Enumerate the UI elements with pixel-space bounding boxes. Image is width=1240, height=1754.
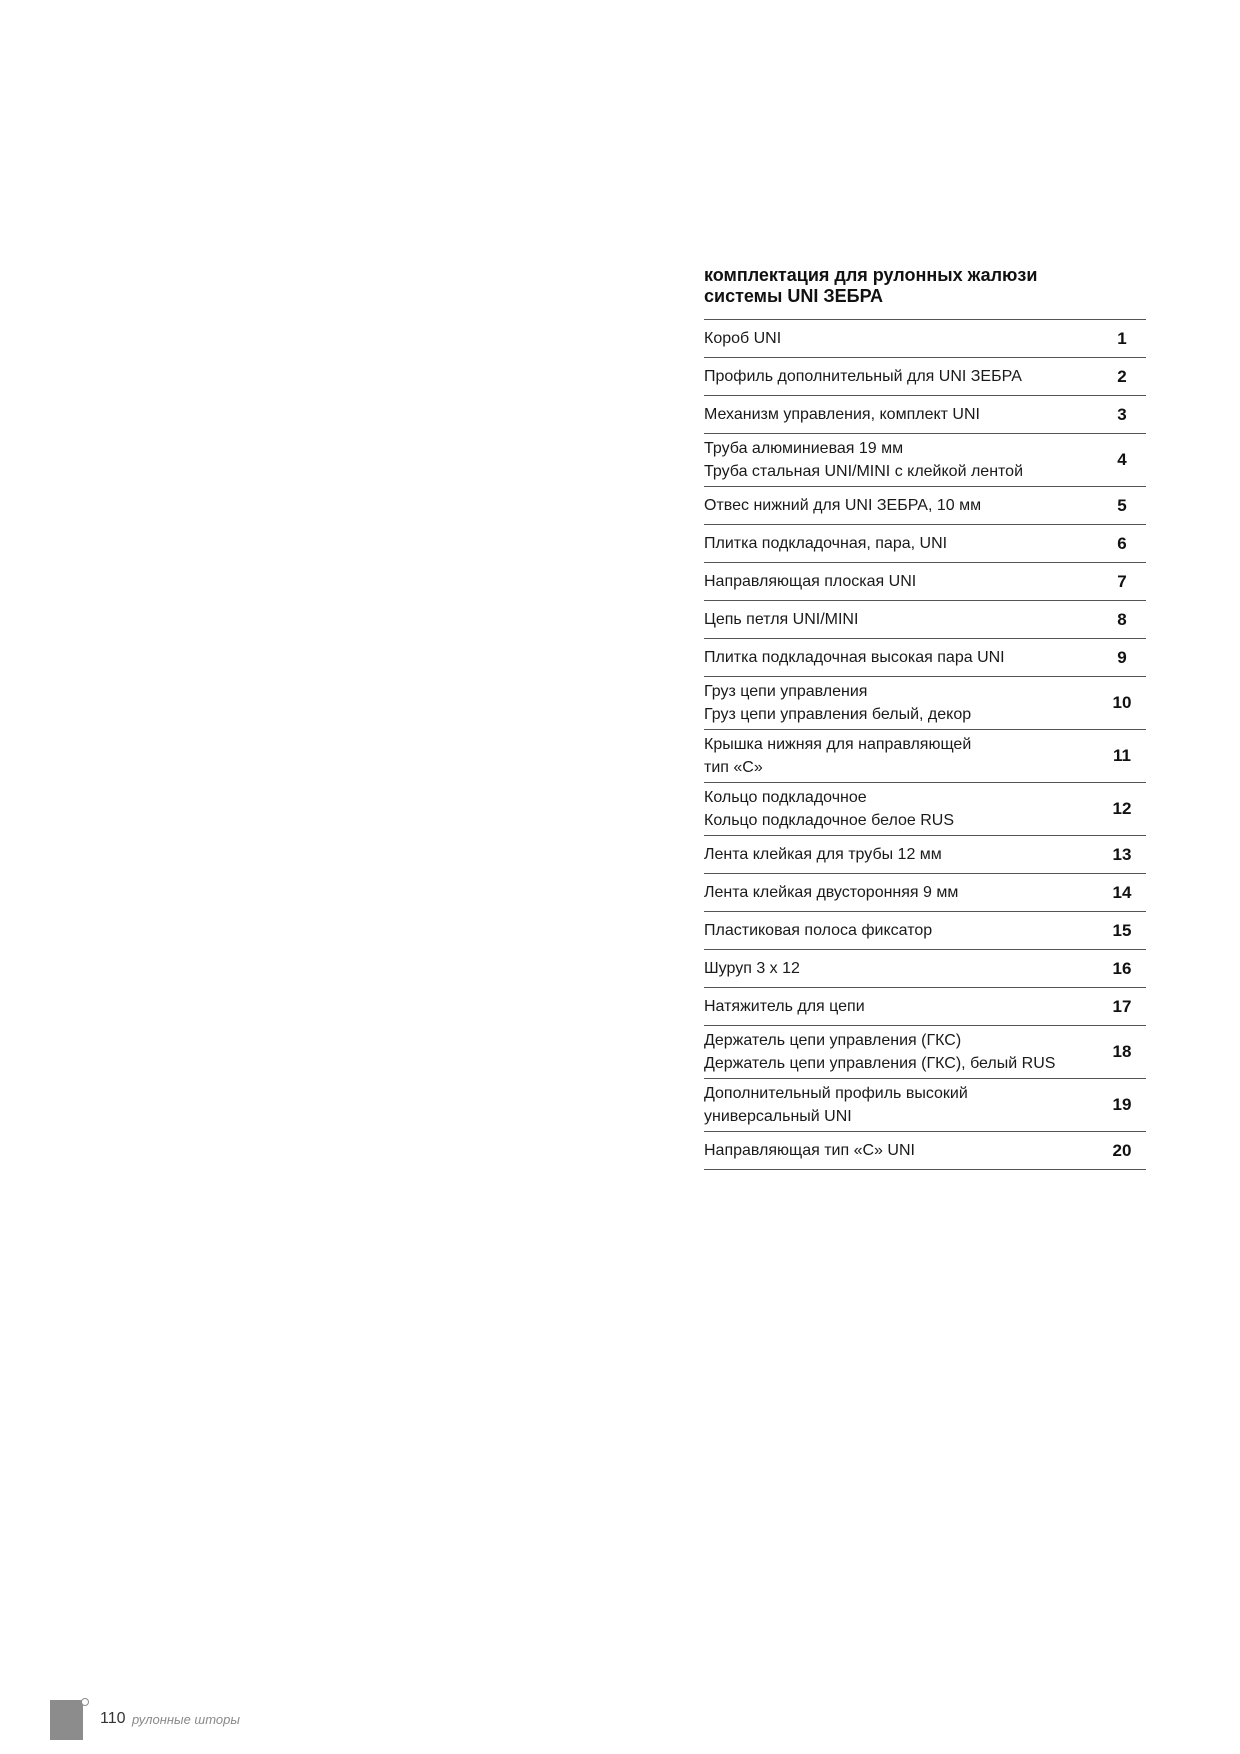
table-row [704,396,1146,434]
part-name-line: Плитка подкладочная, пара, UNI [704,535,948,552]
table-row [704,836,1146,874]
part-name [704,988,1098,1025]
part-name-line: Пластиковая полоса фиксатор [704,922,933,939]
part-name-line: тип «С» [704,759,763,776]
part-name-line: Короб UNI [704,330,782,347]
part-name-line: Кольцо подкладочное [704,789,867,806]
part-name-line: Труба алюминиевая 19 мм [704,440,904,457]
part-number: 4 [1117,450,1127,469]
part-name-line: Лента клейкая для трубы 12 мм [704,846,942,863]
part-name-line: Шуруп 3 х 12 [704,960,800,977]
part-name [704,836,1098,873]
table-row [704,563,1146,601]
part-number: 11 [1113,746,1131,765]
section-name: рулонные шторы [132,1712,240,1727]
page-footer [50,1700,450,1740]
parts-table [704,319,1146,1170]
table-row [704,988,1146,1026]
part-number: 5 [1117,495,1127,515]
part-name [704,639,1098,676]
part-name [704,1079,1098,1131]
part-number: 12 [1112,799,1132,818]
part-name [704,601,1098,638]
part-name-line: Груз цепи управления белый, декор [704,706,972,723]
part-name [704,950,1098,987]
part-name [704,525,1098,562]
part-name [704,1026,1098,1078]
part-number: 20 [1112,1140,1132,1160]
part-name [704,912,1098,949]
table-row [704,1079,1146,1132]
table-row [704,783,1146,836]
table-row [704,912,1146,950]
table-row [704,487,1146,525]
part-number: 2 [1117,366,1127,386]
part-number: 14 [1112,882,1132,902]
title-line-2: системы UNI ЗЕБРА [704,286,884,306]
table-row [704,950,1146,988]
part-name-line: Держатель цепи управления (ГКС), белый RUS [704,1055,1056,1072]
part-number: 18 [1112,1042,1132,1061]
part-number: 19 [1112,1095,1132,1114]
part-name-line: Лента клейкая двусторонняя 9 мм [704,884,959,901]
part-number: 6 [1117,533,1127,553]
table-row [704,1026,1146,1079]
part-name-line: Цепь петля UNI/MINI [704,611,859,628]
table-row [704,434,1146,487]
part-name [704,1132,1098,1169]
page-number: 110 [100,1710,126,1727]
part-number: 15 [1112,920,1132,940]
part-number: 9 [1117,647,1127,667]
part-name-line: Труба стальная UNI/MINI с клейкой лентой [704,463,1024,480]
part-name-line: Плитка подкладочная высокая пара UNI [704,649,1005,666]
part-name [704,487,1098,524]
part-name-line: Направляющая тип «С» UNI [704,1142,915,1159]
part-name-line: универсальный UNI [704,1108,852,1125]
part-number: 13 [1112,844,1132,864]
title-line-1: комплектация для рулонных жалюзи [704,265,1038,285]
part-name-line: Держатель цепи управления (ГКС) [704,1032,962,1049]
table-row [704,358,1146,396]
page-marker-dot [81,1698,89,1706]
part-number: 17 [1112,996,1132,1016]
part-name-line: Натяжитель для цепи [704,998,865,1015]
parts-list-title [704,265,1146,307]
part-number: 3 [1117,404,1127,424]
part-name-line: Кольцо подкладочное белое RUS [704,812,955,829]
page-marker [50,1700,83,1740]
table-row [704,639,1146,677]
part-name [704,874,1098,911]
part-name [704,563,1098,600]
table-row [704,1132,1146,1170]
part-number: 8 [1117,609,1127,629]
table-row [704,874,1146,912]
part-name [704,783,1098,835]
part-name [704,434,1098,486]
part-name-line: Профиль дополнительный для UNI ЗЕБРА [704,368,1022,385]
table-row [704,320,1146,358]
part-number: 16 [1112,958,1132,978]
part-name-line: Механизм управления, комплект UNI [704,406,980,423]
table-row [704,730,1146,783]
table-row [704,601,1146,639]
part-number: 7 [1117,571,1127,591]
part-number: 1 [1117,328,1127,348]
part-name [704,730,1098,782]
part-name [704,677,1098,729]
part-name-line: Крышка нижняя для направляющей [704,736,972,753]
part-name [704,358,1098,395]
part-name-line: Дополнительный профиль высокий [704,1085,968,1102]
part-name-line: Направляющая плоская UNI [704,573,917,590]
part-name [704,320,1098,357]
part-number: 10 [1112,693,1132,712]
part-name [704,396,1098,433]
table-row [704,525,1146,563]
part-name-line: Отвес нижний для UNI ЗЕБРА, 10 мм [704,497,982,514]
table-row [704,677,1146,730]
part-name-line: Груз цепи управления [704,683,868,700]
parts-list [704,265,1146,1170]
